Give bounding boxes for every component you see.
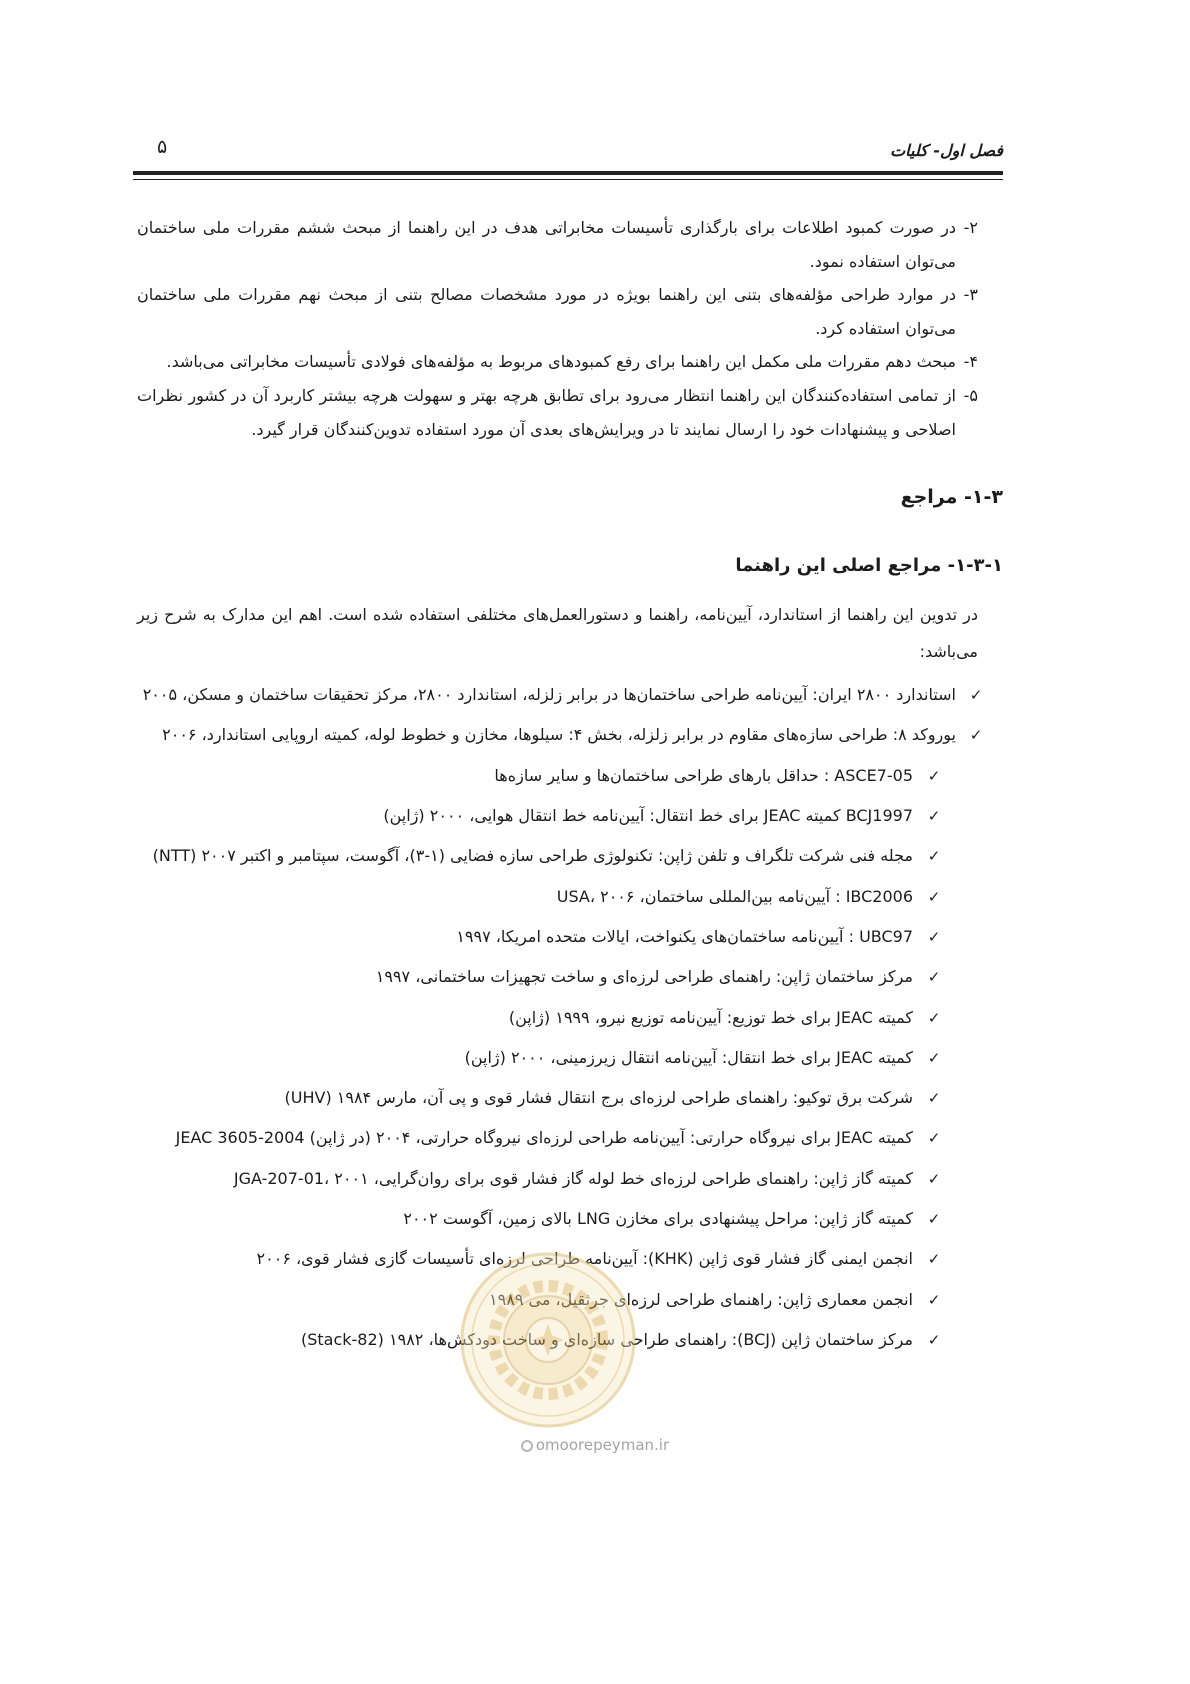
reference-text: کمیته گاز ژاپن: راهنمای طراحی لرزه‌ای خط لوله گاز فشار قوی برای روان‌گرایی، JGA-207-01، ۲۰۰۱ <box>233 1168 913 1188</box>
checkmark-icon <box>923 957 945 997</box>
checkmark-icon <box>923 1239 945 1279</box>
watermark-text: omoorepeyman.ir <box>535 1436 670 1454</box>
numbered-notes <box>133 211 1003 446</box>
item-number: ۳- <box>963 285 978 305</box>
checkmark-icon <box>923 1078 945 1118</box>
reference-item <box>133 1118 1003 1158</box>
numbered-paragraph <box>133 345 1003 379</box>
section-heading: ۱-۳- مراجع <box>900 486 1003 509</box>
checkmark-icon <box>923 998 945 1038</box>
reference-text: کمیته گاز ژاپن: مراحل پیشنهادی برای مخازن LNG بالای زمین، آگوست ۲۰۰۲ <box>403 1209 913 1229</box>
checkmark-icon <box>923 1159 945 1199</box>
reference-item <box>133 1038 1003 1078</box>
reference-text: شرکت برق توکیو: راهنمای طراحی لرزه‌ای برج انتقال فشار قوی و پی آن، مارس ۱۹۸۴ (UHV) <box>284 1088 913 1108</box>
reference-item <box>133 1320 1003 1360</box>
reference-item <box>133 998 1003 1038</box>
reference-text: UBC97 : آیین‌نامه ساختمان‌های یکنواخت، ایالات متحده امریکا، ۱۹۹۷ <box>456 926 913 946</box>
checkmark-icon <box>923 796 945 836</box>
item-number: ۵- <box>963 385 978 405</box>
reference-item <box>133 1239 1003 1279</box>
reference-text: کمیته JEAC برای نیروگاه حرارتی: آیین‌نامه طراحی لرزه‌ای نیروگاه حرارتی، ۲۰۰۴ (در ژاپن) JEAC 3605-2004 <box>175 1128 913 1148</box>
checkmark-icon <box>923 1199 945 1239</box>
reference-list <box>133 675 1003 1360</box>
checkmark-icon <box>923 1280 945 1320</box>
reference-item <box>133 1078 1003 1118</box>
checkmark-icon <box>923 917 945 957</box>
reference-text: مجله فنی شرکت تلگراف و تلفن ژاپن: تکنولوژی طراحی سازه فضایی (۱-۳)، آگوست، سپتامبر و اکتبر ۲۰۰۷ (NTT) <box>152 846 913 866</box>
reference-text: کمیته JEAC برای خط توزیع: آیین‌نامه توزیع نیرو، ۱۹۹۹ (ژاپن) <box>508 1007 913 1027</box>
item-text: از تمامی استفاده‌کنندگان این راهنما انتظار می‌رود برای تطابق هرچه بهتر و سهولت هرچه بیشتر کاربرد آن در کشور نظرات اصلاحی و پیشنهادات خود را ارسال نمایند تا در ویرایش‌های بعدی آن مورد استفاده تدوین‌کنندگان قرار گیرد. <box>137 385 956 439</box>
reference-text: کمیته JEAC برای خط انتقال: آیین‌نامه انتقال زیرزمینی، ۲۰۰۰ (ژاپن) <box>464 1047 913 1067</box>
subsection-heading: ۱-۳-۱- مراجع اصلی این راهنما <box>735 555 1003 577</box>
reference-item <box>133 715 1003 755</box>
reference-item <box>133 917 1003 957</box>
reference-text: مرکز ساختمان ژاپن: راهنمای طراحی لرزه‌ای و ساخت تجهیزات ساختمانی، ۱۹۹۷ <box>375 967 913 987</box>
reference-item <box>133 877 1003 917</box>
reference-text: IBC2006 : آیین‌نامه بین‌المللی ساختمان، USA، ۲۰۰۶ <box>556 886 913 906</box>
chapter-title: فصل اول- کلیات <box>890 141 1003 160</box>
checkmark-icon <box>923 1118 945 1158</box>
reference-text: BCJ1997 کمیته JEAC برای خط انتقال: آیین‌نامه خط انتقال هوایی، ۲۰۰۰ (ژاپن) <box>383 806 913 826</box>
checkmark-icon <box>923 756 945 796</box>
reference-item <box>133 1280 1003 1320</box>
item-number: ۲- <box>963 218 978 237</box>
reference-item <box>133 796 1003 836</box>
reference-text: یوروکد ۸: طراحی سازه‌های مقاوم در برابر زلزله، بخش ۴: سیلوها، مخازن و خطوط لوله، کمیته اروپایی استاندارد، ۲۰۰۶ <box>162 725 956 745</box>
reference-item <box>133 1159 1003 1199</box>
intro-paragraph: در تدوین این راهنما از استاندارد، آیین‌نامه، راهنما و دستورالعمل‌های مختلفی استفاده شده است. اهم این مدارک به شرح زیر می‌باشد: <box>137 605 978 662</box>
checkmark-icon <box>923 1320 945 1360</box>
watermark-logo-icon <box>521 1440 533 1452</box>
reference-item <box>133 836 1003 876</box>
checkmark-icon <box>923 1038 945 1078</box>
reference-text: ASCE7-05 : حداقل بارهای طراحی ساختمان‌ها و سایر سازه‌ها <box>494 765 913 785</box>
item-text: در صورت کمبود اطلاعات برای بارگذاری تأسیسات مخابراتی هدف در این راهنما از مبحث ششم مقررات ملی ساختمان می‌توان استفاده نمود. <box>137 218 956 271</box>
header-double-rule <box>133 171 1003 180</box>
checkmark-icon <box>923 877 945 917</box>
reference-item <box>133 957 1003 997</box>
reference-text: مرکز ساختمان ژاپن (BCJ): راهنمای طراحی سازه‌ای و ساخت دودکش‌ها، ۱۹۸۲ (Stack-82) <box>300 1329 913 1349</box>
reference-text: استاندارد ۲۸۰۰ ایران: آیین‌نامه طراحی ساختمان‌ها در برابر زلزله، استاندارد ۲۸۰۰، مرکز تحقیقات ساختمان و مسکن، ۲۰۰۵ <box>142 685 956 705</box>
page-body <box>133 211 1003 1360</box>
reference-text: انجمن معماری ژاپن: راهنمای طراحی لرزه‌ای جرثقیل، می ۱۹۸۹ <box>489 1289 913 1309</box>
reference-item <box>133 1199 1003 1239</box>
reference-text: انجمن ایمنی گاز فشار قوی ژاپن (KHK): آیین‌نامه طراحی لرزه‌ای تأسیسات گازی فشار قوی، ۲۰۰۶ <box>256 1249 913 1269</box>
page-number: ۵ <box>157 136 168 158</box>
item-number: ۴- <box>963 352 978 372</box>
numbered-paragraph <box>133 211 1003 278</box>
watermark <box>0 1436 1190 1454</box>
reference-item <box>133 675 1003 715</box>
page-header <box>133 136 1003 166</box>
checkmark-icon <box>923 836 945 876</box>
checkmark-icon <box>965 675 987 715</box>
numbered-paragraph <box>133 379 1003 446</box>
item-text: مبحث دهم مقررات ملی مکمل این راهنما برای رفع کمبودهای مربوط به مؤلفه‌های فولادی تأسیسات مخابراتی می‌باشد. <box>166 352 956 372</box>
reference-item <box>133 756 1003 796</box>
item-text: در موارد طراحی مؤلفه‌های بتنی این راهنما بویژه در مورد مشخصات مصالح بتنی از مبحث نهم مقررات ملی ساختمان می‌توان استفاده کرد. <box>137 285 956 338</box>
numbered-paragraph <box>133 278 1003 345</box>
checkmark-icon <box>965 715 987 755</box>
